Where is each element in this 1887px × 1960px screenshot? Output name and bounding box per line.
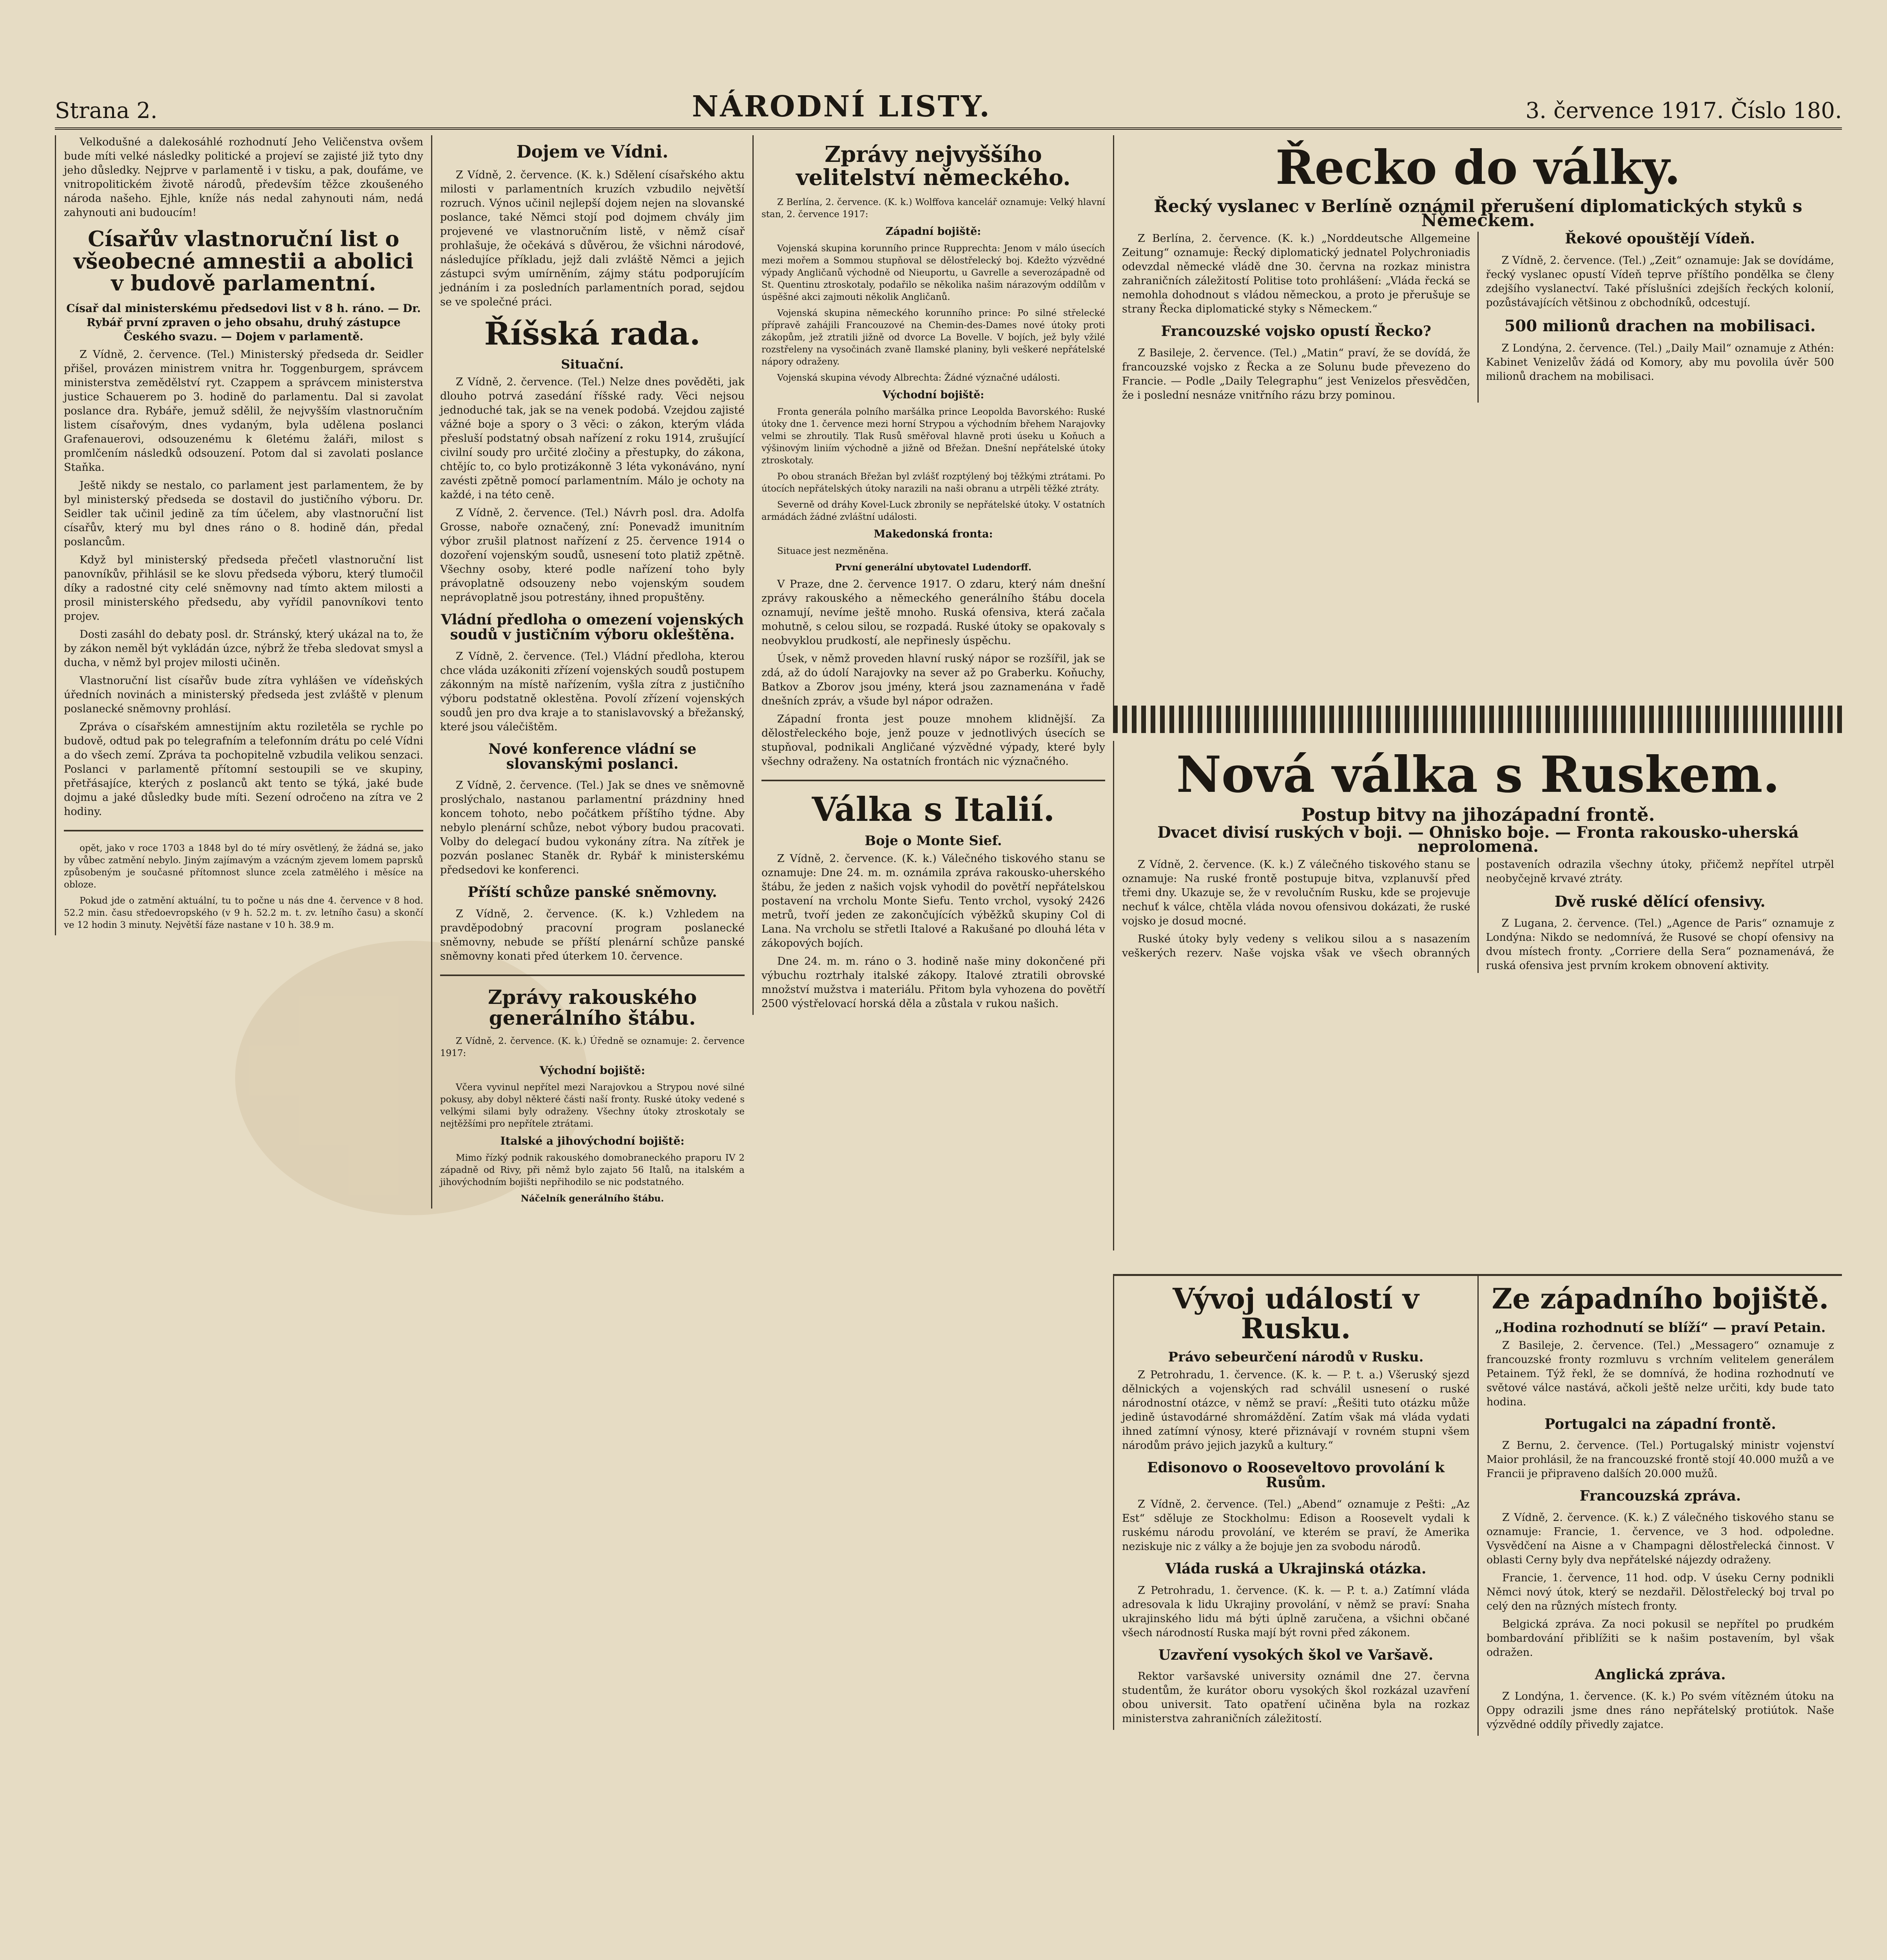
article-subhead: „Hodina rozhodnutí se blíží“ — praví Petain. xyxy=(1495,1319,1826,1336)
paragraph: Včera vyvinul nepřítel mezi Narajovkou a Strypou nové silné pokusy, aby dobyl některé části naší fronty. Ruské útoky vedené s velkými silami byly odraženy. Všechny útoky ztroskotaly se nejtěžšími pro nepřítele ztrátami. xyxy=(440,1082,745,1129)
paragraph: Francie, 1. července, 11 hod. odp. V úseku Cerny podnikli Němci nový útok, který se nezdařil. Dělostřelecký boj trval po celý den na různých místech fronty. xyxy=(1486,1572,1834,1613)
article-headline: Portugalci na západní frontě. xyxy=(1544,1416,1776,1432)
article-headline: Dvě ruské dělící ofensivy. xyxy=(1554,893,1766,911)
paragraph: Z Londýna, 1. července. (K. k.) Po svém vítězném útoku na Oppy odrazili jsme dnes ráno nepřátelský protiútok. Naše výzvědné oddíly přivedly zajatce. xyxy=(1486,1690,1834,1731)
article-headline: Ze západního bojiště. xyxy=(1492,1282,1829,1315)
signature: První generální ubytovatel Ludendorff. xyxy=(835,562,1031,573)
article-headline: Nové konference vládní se slovanskými poslanci. xyxy=(488,740,696,772)
paragraph: Fronta generála polního maršálka prince Leopolda Bavorského: Ruské útoky dne 1. července mezi horní Strypou a východním břehem Narajovky velmi se zhroutily. Tlak Rusů směřoval hlavně proti úseku u Koňuch a výšinovým liniím východně a jižně od Břežan. Dnešní nepřátelské útoky ztroskotaly. xyxy=(761,407,1105,466)
two-column-text xyxy=(1122,232,1834,403)
paragraph: Z Bernu, 2. července. (Tel.) Portugalský ministr vojenství Maior prohlásil, že na francouzské frontě stojí 40.000 mužů a ve Francii je připraveno dalších 20.000 mužů. xyxy=(1486,1439,1834,1480)
section-label: Východní bojiště: xyxy=(539,1064,645,1077)
paragraph: Vlastnoruční list císařův bude zítra vyhlášen ve vídeňských úředních novinách a ministerský předseda jest zvláště v plenum poslanecké sněmovny prohlásí. xyxy=(64,675,423,715)
paragraph: Pokud jde o zatmění aktuální, tu to počne u nás dne 4. července v 8 hod. 52.2 min. času středoevropského (v 9 h. 52.2 m. t. zv. letního času) a skončí ve 12 hodin 3 minuty. Největší fáze nastane v 10 h. 38.9 m. xyxy=(64,896,423,931)
paragraph: Dne 24. m. m. ráno o 3. hodině naše miny dokončené při výbuchu roztrhaly italské zákopy. Italové ztratili obrovské množství mužstva i materiálu. Přitom byla vyhozena do povětří 2500 výstřelovací horská děla a zůstala v rukou našich. xyxy=(761,955,1105,1010)
paragraph: Po obou stranách Břežan byl zvlášť rozptýlený boj těžkými ztrátami. Po útocích nepřátelských útoky narazili na naši obranu a utrpěli těžké ztráty. xyxy=(761,471,1105,494)
paragraph: Situace jest nezměněna. xyxy=(777,546,889,556)
article-headline: Císařův vlastnoruční list o všeobecné amnestii a abolici v budově parlamentní. xyxy=(73,226,414,296)
paragraph: Dosti zasáhl do debaty posl. dr. Stránský, který ukázal na to, že by zákon neměl být vykládán úzce, nýbrž že třeba sledovat smysl a ducha, v němž byl projev milosti učiněn. xyxy=(64,628,423,669)
paragraph: Rektor varšavské university oznámil dne 27. června studentům, že kurátor oboru vysokých škol rozkázal uzavření obou universit. Tato opatření učiněna byla na rozkaz ministerstva zahraničních záležitostí. xyxy=(1122,1670,1470,1725)
article-headline: Anglická zpráva. xyxy=(1595,1666,1726,1683)
article-headline: Říšská rada. xyxy=(484,315,701,352)
paragraph: Úsek, v němž proveden hlavní ruský nápor se rozšířil, jak se zdá, až do údolí Narajovky na sever až po Graberku. Koňuchy, Batkov a Zborov jsou jmény, která jsou zaznamenána v řadě dnešních zpráv, a všude byl nápor odražen. xyxy=(761,652,1105,707)
paragraph: Ruské útoky byly vedeny s velikou silou a s nasazením veškerých rezerv. Naše vojska však ve všech obranných postaveních odrazila všechny útoky, přičemž nepřítel utrpěl neobyčejně krvavé ztráty. xyxy=(1122,858,1834,960)
article-headline: Válka s Italií. xyxy=(812,789,1055,829)
section-label: Makedonská fronta: xyxy=(874,528,993,540)
paragraph: Když byl ministerský předseda přečetl vlastnoruční list panovníkův, přihlásil se ke slovu předseda výboru, který tlumočil díky a radostné city celé sněmovny nad tímto aktem milosti a prosil ministerského předsedu, aby vyřídil panovníkovi tento projev. xyxy=(64,554,423,623)
article-subhead: Boje o Monte Sief. xyxy=(865,833,1002,849)
article-headline: Zprávy nejvyššího velitelství německého. xyxy=(796,142,1071,191)
paragraph: Vojenská skupina korunního prince Rupprechta: Jenom v málo úsecích mezi mořem a Sommou stupňoval se dělostřelecký boj. Kdežto výzvědné výpady Angličanů východně od Nieuportu, u Gavrelle a severozápadně od St. Quentinu ztroskotaly, podařilo se několika našim nárazovým oddílům v úspěšné akci zajmouti několik Angličanů. xyxy=(761,243,1105,302)
paragraph: opět, jako v roce 1703 a 1848 byl do té míry osvětlený, že žádná se, jako by vůbec zatmění nebylo. Jiným zajímavým a vzácným zjevem lomem paprsků způsobeným je současné přítomnost slunce zcela zatmělého i měsíce na obloze. xyxy=(64,843,423,890)
page-number: Strana 2. xyxy=(55,98,158,123)
section-label: Italské a jihovýchodní bojiště: xyxy=(500,1134,685,1148)
masthead xyxy=(55,84,1842,130)
paragraph: Z Vídně, 2. července. (Tel.) Ministerský předseda dr. Seidler přišel, provázen ministrem vnitra hr. Toggenburgem, správcem ministerstva zemědělství ryt. Czappem a správcem ministerstva justice Schauerem po 3. hodině do parlamentu. Dal si zavolat poslance dra. Rybáře, jemuž sdělil, že nejvyšším vlastnoručním listem císařovým, dnes vydaným, byla udělena poslanci Grafenauerovi, odsouzenému k 6letému žaláři, milost s promlčením následků odsouzení. Potom dal si zavolati poslance Staňka. xyxy=(64,348,423,474)
decorative-band xyxy=(1113,706,1842,733)
signature: Náčelník generálního štábu. xyxy=(520,1193,664,1204)
paragraph: Ještě nikdy se nestalo, co parlament jest parlamentem, že by byl ministerský předseda se dostavil do justičního výboru. Dr. Seidler tak učinil jedině za tím účelem, aby vlastnoruční list císařův, který mu byl dnes ráno o 8. hodině dán, předal poslancům. xyxy=(64,479,423,548)
article-headline: Dojem ve Vídni. xyxy=(516,142,669,162)
paragraph: Z Londýna, 2. července. (Tel.) „Daily Mail“ oznamuje z Athén: Kabinet Venizelův žádá od Komory, aby mu povolila úvěr 500 milionů drachem na mobilisaci. xyxy=(1486,342,1834,383)
column-2 xyxy=(431,135,752,1209)
lead-paragraph: Velkodušné a dalekosáhlé rozhodnutí Jeho Veličenstva ovšem bude míti velké následky politické a projeví se zajisté již tyto dny jeho důsledky. Nejprve v parlamentě i v tisku, a pak, doufáme, ve vnitropolitickém životě národů, především těžce zkoušeného národa našeho. Ejhle, kníže nás nedal zahynouti nám, nedá zahynouti ani budoucím! xyxy=(64,136,423,219)
column-4b xyxy=(1113,741,1842,1250)
section-label: Západní bojiště: xyxy=(885,225,981,238)
paragraph: Z Petrohradu, 1. července. (K. k. — P. t. a.) Všeruský sjezd dělnických a vojenských rad schválil usnesení o ruské národnostní otázce, v němž se praví: „Řešiti tuto otázku může jedině ústavodárné shromáždění. Zatím však má vláda vydati ihned zatímní výnosy, které přiznávají v rovném stupni všem národům právo jejich jazyků a kultury.“ xyxy=(1122,1369,1470,1452)
article-headline: Vláda ruská a Ukrajinská otázka. xyxy=(1165,1560,1427,1577)
article-headline: Řekové opouštějí Vídeň. xyxy=(1565,230,1755,247)
column-3 xyxy=(752,135,1113,1015)
paragraph: Z Vídně, 2. července. (K. k.) Sdělení císařského aktu milosti v parlamentních kruzích vzbudilo největší rozruch. Výnos učinil nejlepší dojem nejen na slovanské poslance, také Němci stojí pod dojmem chvály jim projevené ve vlastnoručním listě, v němž císař prohlašuje, že očekává s důvěrou, že všichni národové, následujíce příkladu, jejž dali zvláště Němci a jejich zástupci svým umírněním, zájmy státu podporujícím jednáním i za posledních parlamentních porad, sejdou se ve společné práci. xyxy=(440,169,745,309)
paragraph: Z Vídně, 2. července. (K. k.) Vzhledem na pravděpodobný pracovní program poslanecké sněmovny, nebude se příští plenární schůze panské sněmovny konati před úterkem 10. července. xyxy=(440,908,745,963)
article-headline: Uzavření vysokých škol ve Varšavě. xyxy=(1158,1646,1434,1663)
article-subhead: Situační. xyxy=(561,357,624,372)
article-headline: 500 milionů drachen na mobilisaci. xyxy=(1504,316,1816,335)
paragraph: Z Vídně, 2. července. (K. k.) Úředně se oznamuje: 2. července 1917: xyxy=(440,1036,745,1059)
column-1 xyxy=(55,135,431,935)
newspaper-title: NÁRODNÍ LISTY. xyxy=(692,90,991,123)
article-headline: Příští schůze panské sněmovny. xyxy=(468,884,717,901)
paragraph: Z Berlína, 2. července. (K. k.) „Norddeutsche Allgemeine Zeitung“ oznamuje: Řecký diplomatický jednatel Polychroniadis odevzdal německé vládě dne 30. června na rozkaz ministra zahraničních záležitostí Politise toto prohlášení: „Vláda řecká se nemohla dohodnout s vládou německou, a proto je přerušuje se strany Řecka diplomatické styky s Německem.“ xyxy=(1122,232,1470,315)
paragraph: Zpráva o císařském amnestijním aktu roziletěla se rychle po budově, odtud pak po telegrafním a telefonním drátu po celé Vídni a do všech zemí. Zpráva ta pochopitelně vzbudila velikou senzaci. Poslanci v parlamentě přítomní sestoupili se ve skupiny, přetřásajíce, kterých z poslanců akt tento se týká, jaké bude dojmu a jaké důsledky bude míti. Sezení odročeno na zítra ve 2 hodiny. xyxy=(64,721,423,818)
paragraph: V Praze, dne 2. července 1917. O zdaru, který nám dnešní zprávy rakouského a německého generálního štábu docela oznamují, nevíme ještě mnoho. Ruská ofensiva, která začala mohutně, s celou silou, se rozpadá. Ruské útoky se opakovaly s neobvyklou prudkostí, ale nepřinesly úspěchu. xyxy=(761,578,1105,647)
issue-date: 3. července 1917. Číslo 180. xyxy=(1525,98,1842,123)
paragraph: Z Lugana, 2. července. (Tel.) „Agence de Paris“ oznamuje z Londýna: Nikdo se nedomnívá, že Rusové se chopí ofensivy na dvou místech fronty. „Corriere della Sera“ poznamenává, že ruská ofensiva jest prvním krokem obnovení aktivity. xyxy=(1486,917,1834,972)
article-headline: Francouzské vojsko opustí Řecko? xyxy=(1161,323,1432,339)
article-subhead: Postup bitvy na jihozápadní frontě. xyxy=(1301,804,1655,826)
paragraph: Z Vídně, 2. července. (Tel.) Návrh posl. dra. Adolfa Grosse, naboře označený, zní: Ponevadž imunitním výbor zrušil platnost nařízení z 25. července 1914 o dozoření vojenským soudů, usnesení toto platiž zpětně. Všechny osoby, které podle nařízení toho byly právoplatně odsouzeny nebo vojenským soudem neprávoplatně jsou potrestány, ihned propuštěny. xyxy=(440,507,745,604)
paragraph: Z Vídně, 2. července. (Tel.) Nelze dnes pověděti, jak dlouho potrvá zasedání říšské rady. Věci nejsou jednoduché tak, jak se na venek podobá. Vzejdou zajisté vážné boje a spory o 3 věci: o zákon, kterým vláda přesluší podstatný obsah nařízení z roku 1914, zrušující civilní soudy pro určité zločiny a přestupky, do zákona, chtějíc to, co bylo protizákonně 3 léta vykonáváno, nyní zavésti zpětně pomocí parlamentním. Málo je ochoty na každé, i na této ceně. xyxy=(440,376,745,501)
paragraph: Z Basileje, 2. července. (Tel.) „Messagero“ oznamuje z francouzské fronty rozmluvu s vrchním velitelem generálem Petainem. Týž řekl, že se domnívá, že hodina rozhodnutí ve světové válce nastává, ačkoli ještě nelze určiti, kdy bude tato hodina. xyxy=(1486,1339,1834,1408)
paragraph: Mimo řízký podnik rakouského domobraneckého praporu IV 2 západně od Rivy, při němž bylo zajato 56 Italů, na italském a jihovýchodním bojišti nepřihodilo se nic podstatného. xyxy=(440,1153,745,1188)
paragraph: Severně od dráhy Kovel-Luck zbronily se nepřátelské útoky. V ostatních armádách žádné zvláštní události. xyxy=(761,499,1105,522)
section-label: Východní bojiště: xyxy=(882,388,984,401)
paragraph: Z Vídně, 2. července. (Tel.) Jak se dnes ve sněmovně proslýchalo, nastanou parlamentní prázdniny hned koncem tohoto, nebo počátkem příštího týdne. Aby nebylo plenární schůze, nebot výbory budou pracovati. Volby do delegací budou vykonány zítra. Na zítřek je pozván poslanec Staněk dr. Rybář k ministerskému předsedovi ke konferenci. xyxy=(440,779,745,877)
paragraph: Belgická zpráva. Za noci pokusil se nepřítel po prudkém bombardování přiblížiti se k našim postavením, byl však odražen. xyxy=(1486,1618,1834,1659)
paragraph: Z Vídně, 2. července. (K. k.) Válečného tiskového stanu se oznamuje: Dne 24. m. m. oznámila zpráva rakousko-uherského štábu, že jeden z našich vojsk vyhodil do povětří nepřátelskou postavení na vrcholu Monte Siefu. Tento vrchol, vysoký 2426 metrů, tvoří jeden ze zakončujících výběžků skupiny Col di Lana. Na vrcholu se střetli Italové a Rakušané po dlouhá léta v zákopových bojích. xyxy=(761,852,1105,949)
article-headline: Nová válka s Ruskem. xyxy=(1176,746,1780,804)
article-subhead: Dvacet divisí ruských v boji. — Ohnisko boje. — Fronta rakousko-uherská neprolomena. xyxy=(1157,823,1799,856)
paragraph: Z Vídně, 2. července. (Tel.) Vládní předloha, kterou chce vláda uzákoniti zřízení vojenských soudů postupem zákonným na místě nařízením, vyšla zítra z justičního výboru podstatně oklestěna. Povolí zřízení vojenských soudů jen pro dva kraje a to stanislavovský a břežanský, které jsou válečištěm. xyxy=(440,650,745,733)
paragraph: Z Vídně, 2. července. (Tel.) „Abend“ oznamuje z Pešti: „Az Est“ sděluje ze Stockholmu: Edison a Roosevelt vydali k ruskému národu provolání, ve kterém se praví, že Amerika neziskuje nic z války a že bojuje jen za svobodu národů. xyxy=(1122,1498,1470,1553)
divider xyxy=(440,975,745,976)
paragraph: Z Berlína, 2. července. (K. k.) Wolffova kancelář oznamuje: Velký hlavní stan, 2. července 1917: xyxy=(761,197,1105,220)
article-headline: Edisonovo o Rooseveltovo provolání k Rusům. xyxy=(1147,1459,1445,1491)
article-headline: Vládní předloha o omezení vojenských soudů v justičním výboru okleštěna. xyxy=(441,612,744,643)
paragraph: Z Vídně, 2. července. (K. k.) Z válečného tiskového stanu se oznamuje: Na ruské frontě postupuje bitva, vzplanuvší před třemi dny. Ukazuje se, že v revolučním Rusku, kde se projevuje nechuť k válce, chtěla vláda novou ofensivou dokázati, že ruské vojsko je dosud mocné. xyxy=(1122,858,1470,927)
article-subhead: Řecký vyslanec v Berlíně oznámil přerušení diplomatických styků s Německem. xyxy=(1154,196,1802,230)
article-headline: Zprávy rakouského generálního štábu. xyxy=(488,985,697,1029)
divider xyxy=(761,780,1105,781)
article-subhead: Právo sebeurčení národů v Rusku. xyxy=(1168,1349,1424,1365)
paragraph: Z Vídně, 2. července. (K. k.) Z válečného tiskového stanu se oznamuje: Francie, 1. července, ve 3 hod. odpoledne. Vysvědčení na Aisne a v Champagni dělostřelecká činnost. V oblasti Cerny byly dva nepřátelské nájezdy odraženy. xyxy=(1486,1512,1834,1566)
paragraph: Z Petrohradu, 1. července. (K. k. — P. t. a.) Zatímní vláda adresovala k lidu Ukrajiny provolání, v němž se praví: Snaha ukrajinského lidu má býti úplně zaručena, a všichni občané všech národností Ruska mají být rovni před zákonem. xyxy=(1122,1584,1470,1639)
column-5 xyxy=(1113,1274,1477,1730)
article-subhead: Císař dal ministerskému předsedovi list v 8 h. ráno. — Dr. Rybář první zpraven o jeho obsahu, druhý zástupce Českého svazu. — Dojem v parlamentě. xyxy=(66,302,421,343)
paragraph: Vojenská skupina německého korunního prince: Po silné střelecké přípravě zahájili Francouzové na Chemin-des-Dames nové útoky proti zákopům, jež ztratili jižně od dvorce La Bovelle. V bojích, jež byly vžilé rozstřeleny na vysočinách zvaně Ilamské planiny, byli veškeré nepřátelské nápory odraženy. xyxy=(761,308,1105,367)
paragraph: Západní fronta jest pouze mnohem klidnější. Za dělostřeleckého boje, jenž pouze v jednotlivých úsecích se stupňoval, podnikali Angličané výzvědné výpady, které byly všechny odraženy. Na ostatních frontách nic význačného. xyxy=(761,713,1105,768)
paragraph: Z Basileje, 2. července. (Tel.) „Matin“ praví, že se dovídá, že francouzské vojsko z Řecka a ze Solunu bude převezeno do Francie. — Podle „Daily Telegraphu“ jest Venizelos přesvědčen, že i poslední nesnáze vnitřního rázu brzy pominou. xyxy=(1122,347,1470,401)
column-4 xyxy=(1113,135,1842,708)
divider xyxy=(64,830,423,831)
paragraph: Z Vídně, 2. července. (Tel.) „Zeit“ oznamuje: Jak se dovídáme, řecký vyslanec opustí Vídeň teprve příštího pondělka se členy zdejšího vyslanectví. Také příslušníci zdejších řeckých kolonií, pozůstávajících většinou z obchodníků, odcestují. xyxy=(1486,254,1834,309)
article-headline: Řecko do války. xyxy=(1275,140,1681,195)
two-column-text xyxy=(1122,858,1834,973)
column-6 xyxy=(1477,1274,1842,1736)
paragraph: Vojenská skupina vévody Albrechta: Žádné význačné události. xyxy=(777,372,1060,383)
article-headline: Vývoj událostí v Rusku. xyxy=(1173,1282,1419,1345)
article-headline: Francouzská zpráva. xyxy=(1579,1488,1741,1504)
